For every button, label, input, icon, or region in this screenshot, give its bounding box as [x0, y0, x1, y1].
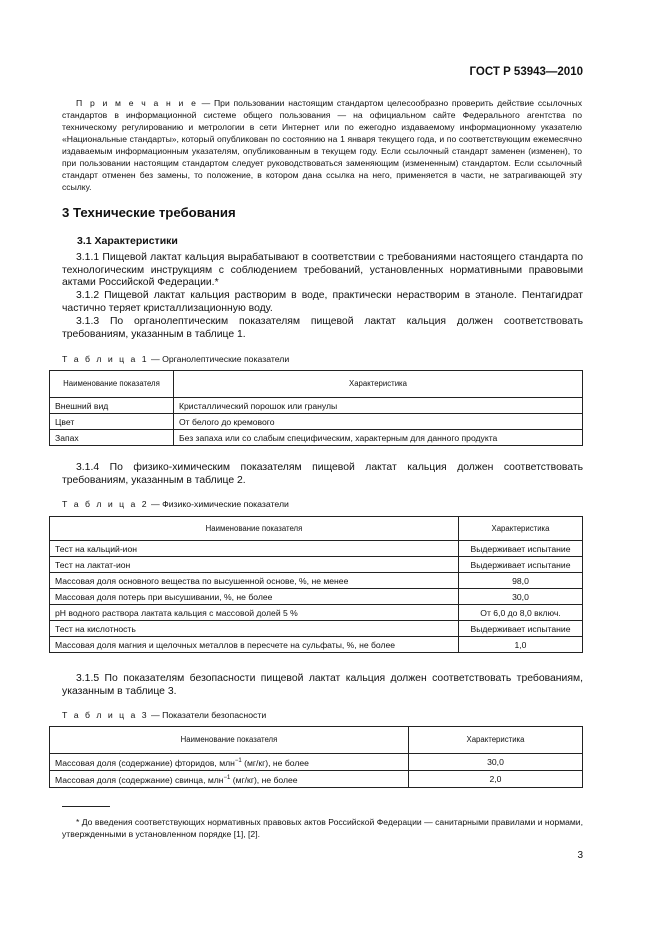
table-cell: Тест на кислотность [50, 621, 459, 637]
table1-caption [62, 354, 289, 364]
table-row [50, 398, 583, 414]
paragraph-3-1-3: 3.1.3 По органолептическим показателям пищевой лактат кальция должен соответствовать требованиям, указанным в таблице 1. [62, 316, 583, 340]
footnote-divider [62, 806, 110, 807]
table-header-row [50, 371, 583, 398]
table-cell: Массовая доля потерь при высушивании, %, не более [50, 589, 459, 605]
cell-text: Массовая доля (содержание) фторидов, млн [55, 757, 235, 768]
table3-caption-label: Т а б л и ц а 3 [62, 710, 149, 720]
cell-superscript: −1 [234, 758, 242, 764]
table-cell: 2,0 [409, 770, 583, 787]
table-cell [50, 754, 409, 771]
table-header-cell: Наименование показателя [50, 727, 409, 754]
table-cell: Без запаха или со слабым специфическим, характерным для данного продукта [174, 430, 583, 446]
table-row [50, 605, 583, 621]
note-label: П р и м е ч а н и е [76, 98, 198, 108]
table1-caption-label: Т а б л и ц а 1 [62, 354, 149, 364]
document-header: ГОСТ Р 53943—2010 [469, 66, 583, 78]
paragraph-3-1-1: 3.1.1 Пищевой лактат кальция вырабатывают в соответствии с требованиями настоящего стандарта по технологическим инструкциям с соблюдением требований, установленных нормативными правовыми актами Российской Федерации.* [62, 252, 583, 289]
table3-caption [62, 710, 266, 720]
table-cell: Запах [50, 430, 174, 446]
table-header-cell: Наименование показателя [50, 371, 174, 398]
table-cell: От белого до кремового [174, 414, 583, 430]
table-1 [49, 370, 583, 446]
table2-caption-label: Т а б л и ц а 2 [62, 499, 149, 509]
section-title: 3 Технические требования [62, 205, 236, 220]
table-row [50, 754, 583, 771]
table-cell: От 6,0 до 8,0 включ. [459, 605, 583, 621]
table-3 [49, 726, 583, 788]
paragraph-3-1-2: 3.1.2 Пищевой лактат кальция растворим в воде, практически нерастворим в этаноле. Пентагидрат частично теряет кристаллизационную воду. [62, 290, 583, 314]
table-cell: 30,0 [459, 589, 583, 605]
footnote: * До введения соответствующих нормативных правовых актов Российской Федерации — санитарными правилами и нормами, утвержденными в установленном порядке [1], [2]. [62, 817, 583, 840]
table-cell: Тест на лактат-ион [50, 557, 459, 573]
subsection-title: 3.1 Характеристики [77, 235, 178, 247]
table-cell: Кристаллический порошок или гранулы [174, 398, 583, 414]
table-cell: Массовая доля основного вещества по высушенной основе, %, не менее [50, 573, 459, 589]
table-header-row [50, 517, 583, 541]
table3-caption-text: — Показатели безопасности [148, 710, 267, 720]
table-row [50, 573, 583, 589]
table-row [50, 430, 583, 446]
table-cell: Тест на кальций-ион [50, 541, 459, 557]
cell-text: (мг/кг), не более [230, 774, 298, 785]
table-row [50, 589, 583, 605]
table-header-cell: Характеристика [409, 727, 583, 754]
note-paragraph [62, 97, 582, 193]
table-header-cell: Наименование показателя [50, 517, 459, 541]
table-cell: Массовая доля магния и щелочных металлов в пересчете на сульфаты, %, не более [50, 637, 459, 653]
table-row [50, 637, 583, 653]
table-header-row [50, 727, 583, 754]
paragraph-3-1-5: 3.1.5 По показателям безопасности пищевой лактат кальция должен соответствовать требованиям, указанным в таблице 3. [62, 673, 583, 697]
table-cell: Выдерживает испытание [459, 541, 583, 557]
table-cell: pH водного раствора лактата кальция с массовой долей 5 % [50, 605, 459, 621]
table-cell: Цвет [50, 414, 174, 430]
table1-caption-text: — Органолептические показатели [148, 354, 290, 364]
table-row [50, 414, 583, 430]
cell-text: Массовая доля (содержание) свинца, млн [55, 774, 224, 785]
table2-caption [62, 499, 289, 509]
table-cell [50, 770, 409, 787]
table-cell: 1,0 [459, 637, 583, 653]
page-number: 3 [577, 850, 583, 861]
table2-caption-text: — Физико-химические показатели [148, 499, 289, 509]
table-header-cell: Характеристика [174, 371, 583, 398]
table-row [50, 557, 583, 573]
table-cell: Внешний вид [50, 398, 174, 414]
paragraph-3-1-4: 3.1.4 По физико-химическим показателям пищевой лактат кальция должен соответствовать требованиям, указанным в таблице 2. [62, 462, 583, 486]
table-row [50, 770, 583, 787]
table-row [50, 621, 583, 637]
table-row [50, 541, 583, 557]
table-cell: Выдерживает испытание [459, 557, 583, 573]
table-2 [49, 516, 583, 653]
table-cell: Выдерживает испытание [459, 621, 583, 637]
cell-text: (мг/кг), не более [241, 757, 309, 768]
cell-superscript: −1 [223, 774, 231, 781]
table-cell: 98,0 [459, 573, 583, 589]
table-cell: 30,0 [409, 754, 583, 771]
table-header-cell: Характеристика [459, 517, 583, 541]
note-text: — При пользовании настоящим стандартом целесообразно проверить действие ссылочных стандартов в информационной системе общего пользования — на официальном сайте Федерального агентства по техническому регулированию и метрологии в сети Интернет или по ежегодно издаваемому информационному указателю «Национальные стандарты», который опубликован по состоянию на 1 января текущего года, и по соответствующим ежемесячно издаваемым информационным указателям, опубликованным в текущем году. Если ссылочный стандарт заменен (изменен), то при пользовании настоящим стандартом следует руководствоваться заменяющим (измененным) стандартом. Если ссылочный стандарт отменен без замены, то положение, в котором дана ссылка на него, применяется в части, не затрагивающей эту ссылку. [62, 98, 583, 193]
